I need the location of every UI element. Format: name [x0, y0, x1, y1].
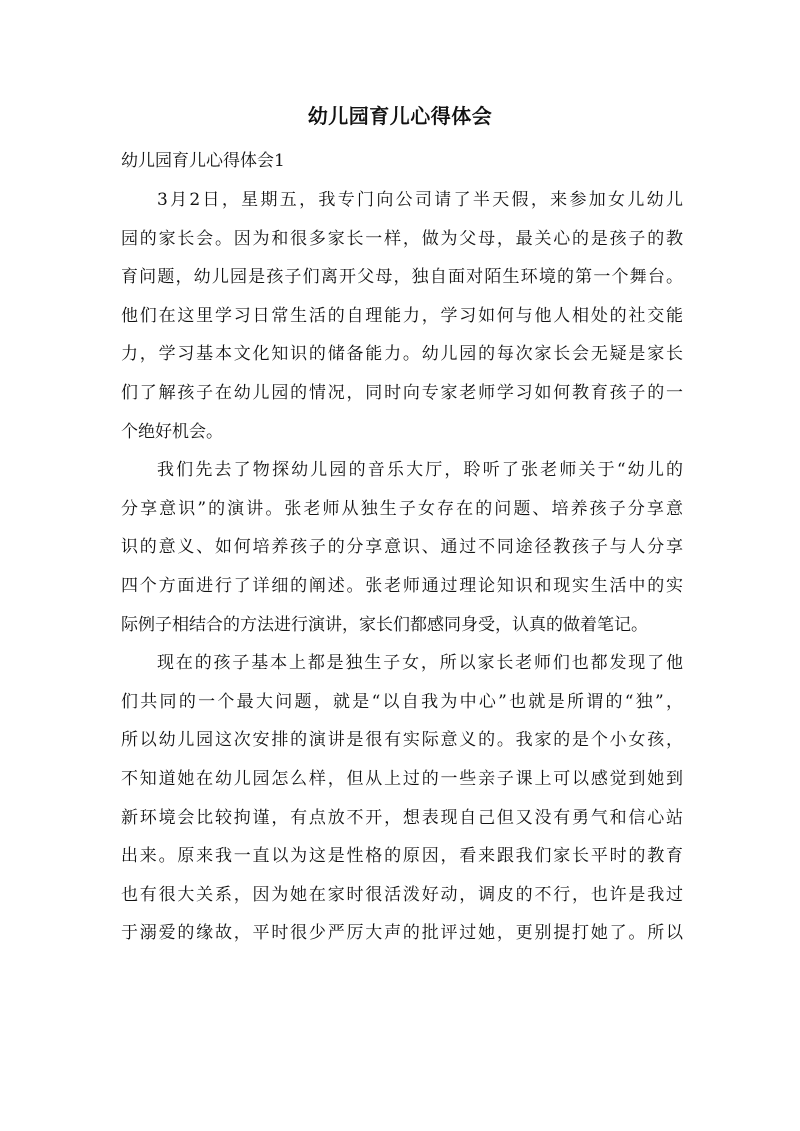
document-title: 幼儿园育儿心得体会	[307, 104, 493, 128]
paragraph-line: 也有很大关系，因为她在家时很活泼好动，调皮的不行，也许是我过	[121, 884, 683, 905]
paragraph-line: 不知道她在幼儿园怎么样，但从上过的一些亲子课上可以感觉到她到	[121, 768, 683, 789]
paragraph-line: 所以幼儿园这次安排的演讲是很有实际意义的。我家的是个小女孩，	[121, 730, 683, 751]
paragraph-3	[121, 644, 683, 953]
document-subtitle: 幼儿园育儿心得体会1	[121, 151, 285, 171]
paragraph-2	[121, 451, 683, 644]
paragraph-line: 们共同的一个最大问题，就是“以自我为中心”也就是所谓的“独”，	[121, 691, 683, 712]
paragraph-line: 力，学习基本文化知识的储备能力。幼儿园的每次家长会无疑是家长	[121, 344, 683, 365]
paragraph-line: 际例子相结合的方法进行演讲，家长们都感同身受，认真的做着笔记。	[121, 614, 648, 635]
paragraph-line: 识的意义、如何培养孩子的分享意识、通过不同途径教孩子与人分享	[121, 537, 683, 558]
paragraph-line: 于溺爱的缘故，平时很少严厉大声的批评过她，更别提打她了。所以	[121, 923, 683, 944]
paragraph-line: 分享意识”的演讲。张老师从独生子女存在的问题、培养孩子分享意	[121, 498, 683, 519]
paragraph-line: 我们先去了物探幼儿园的音乐大厅，聆听了张老师关于“幼儿的	[157, 460, 683, 481]
paragraph-line: 现在的孩子基本上都是独生子女，所以家长老师们也都发现了他	[157, 653, 683, 674]
paragraph-line: 们了解孩子在幼儿园的情况，同时向专家老师学习如何教育孩子的一	[121, 382, 683, 403]
paragraph-line: 园的家长会。因为和很多家长一样，做为父母，最关心的是孩子的教	[121, 228, 683, 249]
document-body	[121, 181, 683, 953]
paragraph-line: 他们在这里学习日常生活的自理能力，学习如何与他人相处的社交能	[121, 305, 683, 326]
paragraph-line: 育问题，幼儿园是孩子们离开父母，独自面对陌生环境的第一个舞台。	[121, 267, 683, 288]
paragraph-line: 出来。原来我一直以为这是性格的原因，看来跟我们家长平时的教育	[121, 846, 683, 867]
paragraph-line: 个绝好机会。	[121, 421, 223, 442]
paragraph-line: 3月2日，星期五，我专门向公司请了半天假，来参加女儿幼儿	[157, 190, 683, 210]
paragraph-line: 新环境会比较拘谨，有点放不开，想表现自己但又没有勇气和信心站	[121, 807, 683, 828]
paragraph-line: 四个方面进行了详细的阐述。张老师通过理论知识和现实生活中的实	[121, 575, 683, 596]
paragraph-1	[121, 181, 683, 451]
